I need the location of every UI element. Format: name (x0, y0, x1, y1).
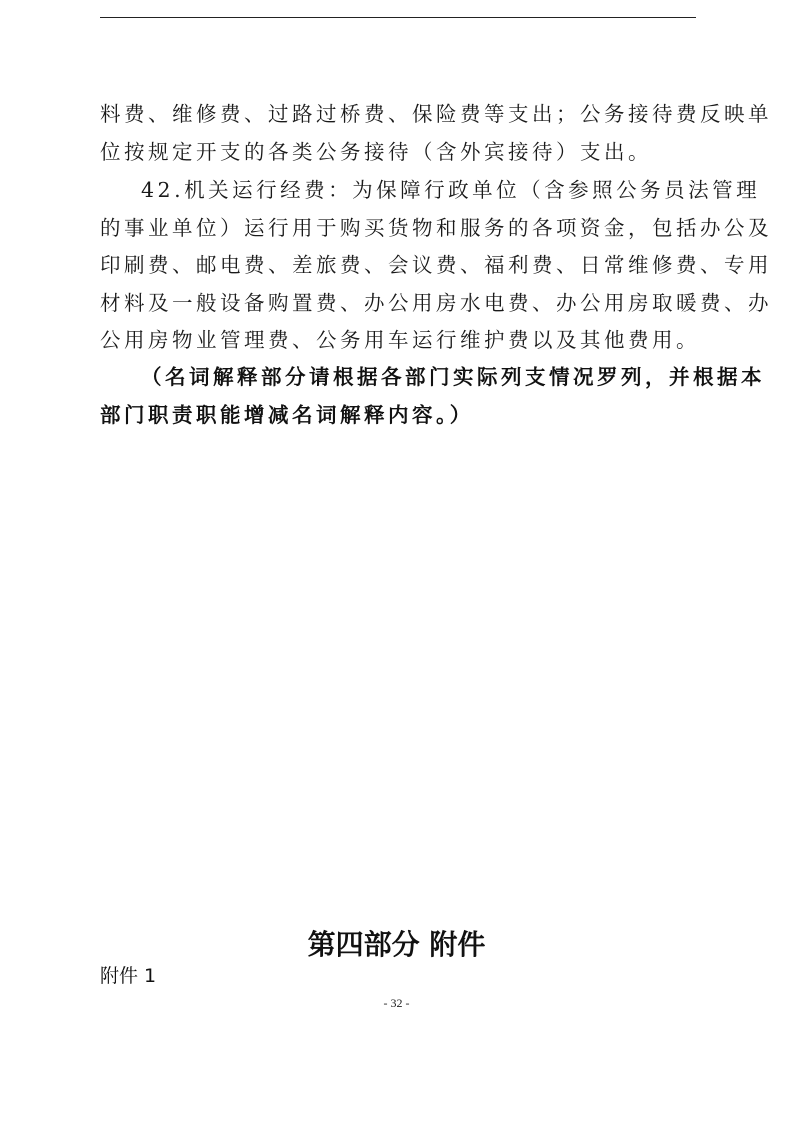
annex-label: 附件 1 (100, 965, 157, 987)
paragraph-travel-reception (100, 96, 772, 171)
text-line: （名词解释部分请根据各部门实际列支情况罗列，并根据本 (141, 365, 765, 389)
text-line: 料费、维修费、过路过桥费、保险费等支出；公务接待费反映单 (100, 102, 772, 126)
page-number: - 32 - (383, 996, 410, 1010)
text-line: 的事业单位）运行用于购买货物和服务的各项资金，包括办公及 (100, 215, 772, 240)
paragraph-explanatory-note (100, 359, 765, 434)
text-line: 部门职责职能增减名词解释内容。） (100, 402, 474, 427)
text-line: 公用房物业管理费、公务用车运行维护费以及其他费用。 (100, 328, 700, 353)
text-line: 印刷费、邮电费、差旅费、会议费、福利费、日常维修费、专用 (100, 253, 772, 278)
paragraph-operating-expenses (100, 172, 772, 360)
section-title: 第四部分 附件 (307, 928, 486, 961)
text-line: 42.机关运行经费：为保障行政单位（含参照公务员法管理 (141, 178, 761, 202)
text-line: 位按规定开支的各类公务接待（含外宾接待）支出。 (100, 139, 652, 164)
header-rule (100, 17, 696, 18)
text-line: 材料及一般设备购置费、办公用房水电费、办公用房取暖费、办 (100, 290, 772, 315)
